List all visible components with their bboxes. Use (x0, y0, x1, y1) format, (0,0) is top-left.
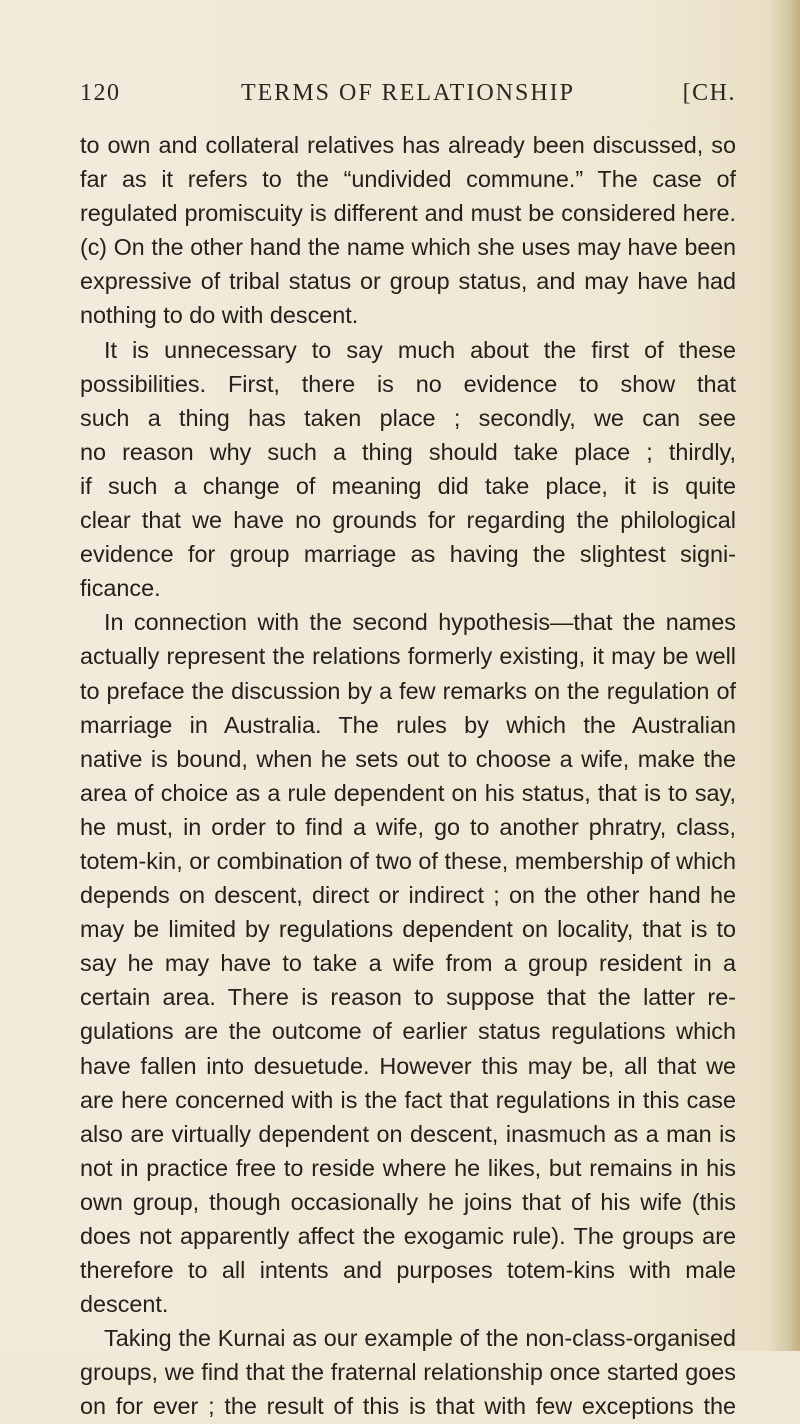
text-line: to preface the discussion by a few remarks on the regulation of (80, 677, 736, 704)
text-line: far as it refers to the “undivided commune.” The case of (80, 166, 736, 193)
text-line: may be limited by regulations dependent on locality, that is to (80, 916, 736, 943)
text-line: also are virtually dependent on descent, inasmuch as a man is (80, 1120, 736, 1147)
body-text (80, 128, 736, 1424)
text-line: native is bound, when he sets out to choose a wife, make the (80, 745, 736, 772)
text-line: he must, in order to find a wife, go to another phratry, class, (80, 813, 736, 840)
text-line: on for ever ; the result of this is that with few exceptions the (80, 1393, 736, 1420)
text-line: does not apparently affect the exogamic rule). The groups are (80, 1223, 736, 1249)
text-line: not in practice free to reside where he likes, but remains in his (80, 1154, 736, 1181)
text-line: no reason why such a thing should take place ; thirdly, (80, 438, 736, 465)
text-line: if such a change of meaning did take place, it is quite (80, 472, 736, 499)
text-line: marriage in Australia. The rules by which the Australian (80, 711, 736, 738)
text-line: descent. (80, 1291, 169, 1318)
text-line: groups, we find that the fraternal relationship once started goes (80, 1359, 736, 1386)
text-line: such a thing has taken place ; secondly, we can see (80, 404, 736, 431)
text-line: depends on descent, direct or indirect ; on the other hand he (80, 882, 736, 909)
text-line: ficance. (80, 575, 161, 602)
text-line: gulations are the outcome of earlier status regulations which (80, 1018, 736, 1045)
text-line: have fallen into desuetude. However this may be, all that we (80, 1052, 736, 1079)
text-line: therefore to all intents and purposes totem-kins with male (80, 1257, 736, 1284)
text-line: are here concerned with is the fact that regulations in this case (80, 1086, 736, 1113)
text-line: totem-kin, or combination of two of these, membership of which (80, 847, 736, 874)
text-line: expressive of tribal status or group status, and may have had (80, 268, 736, 295)
text-line: actually represent the relations formerly existing, it may be well (80, 643, 736, 670)
text-line: Taking the Kurnai as our example of the non-class-organised (104, 1325, 736, 1352)
text-line: to own and collateral relatives has already been discussed, so (80, 132, 736, 158)
text-line: possibilities. First, there is no evidence to show that (80, 370, 736, 397)
running-header (80, 80, 736, 116)
text-line: say he may have to take a wife from a group resident in a (80, 950, 736, 977)
text-line: It is unnecessary to say much about the first of these (104, 336, 736, 363)
page-edge-shadow (790, 0, 800, 1351)
text-line: clear that we have no grounds for regarding the philological (80, 507, 736, 534)
text-line: nothing to do with descent. (80, 302, 359, 329)
text-line: certain area. There is reason to suppose that the latter re- (80, 984, 736, 1011)
text-line: own group, though occasionally he joins that of his wife (this (80, 1188, 736, 1215)
running-title: TERMS OF RELATIONSHIP (240, 80, 576, 106)
page-number: 120 (80, 80, 121, 106)
chapter-mark: [CH. (682, 80, 736, 106)
text-line: area of choice as a rule dependent on his status, that is to say, (80, 779, 736, 806)
text-line: In connection with the second hypothesis—that the names (104, 609, 736, 636)
text-line: regulated promiscuity is different and must be considered here. (80, 200, 736, 227)
text-line: evidence for group marriage as having the slightest signi- (80, 541, 736, 568)
text-line: (c) On the other hand the name which she uses may have been (80, 234, 736, 261)
